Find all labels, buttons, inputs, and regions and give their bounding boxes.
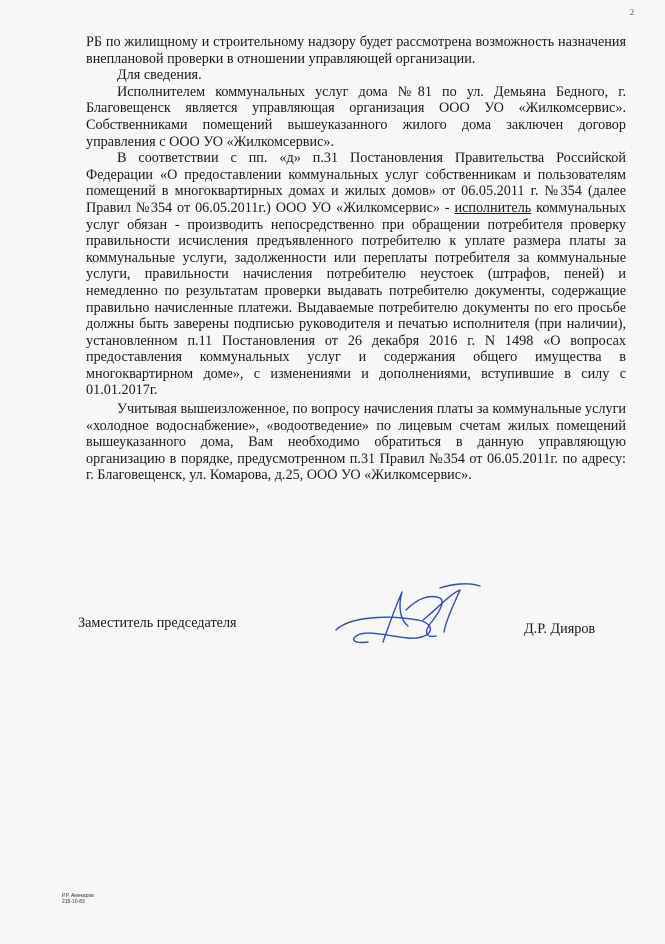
paragraph-text: РБ по жилищному и строительному надзору будет рассмотрена возможность назначения внеплановой проверки в отношении управляющей организации. [86, 34, 626, 67]
paragraph-text: Учитывая вышеизложенное, по вопросу начисления платы за коммунальные услуги «холодное водоснабжение», «водоотведение» по лицевым счетам жилых помещений вышеуказанного дома, Вам необходимо обратиться в данную управляющую организацию в порядке, предусмотренном п.31 Правил №354 от 06.05.2011г. по адресу: г. Благовещенск, ул. Комарова, д.25, ООО УО «Жилкомсервис». [86, 401, 626, 484]
paragraph-text: коммунальных услуг обязан - производить непосредственно при обращении потребителя проверку правильности исчисления предъявленного потребителю к уплате размера платы за коммунальные услуги, задолженности или переплаты потребителя за коммунальные услуги, правильности начисления потребителю неустоек (штрафов, пеней) и немедленно по результатам проверки выдавать потребителю документы, содержащие правильно начисленные платежи. Выдаваемые потребителю документы по его просьбе должны быть заверены подписью руководителя и печатью исполнителя (при наличии), установленном п.11 Постановления от 26 декабря 2016 г. N 1498 «О вопросах предоставления коммунальных услуг и содержания общего имущества в многоквартирном доме», с изменениями и дополнениями, вступившие в силу с 01.01.2017г. [86, 199, 627, 399]
paragraph-text: Исполнителем коммунальных услуг дома №81 по ул. Демьяна Бедного, г. Благовещенск является управляющая организация ООО УО «Жилкомсервис». Собственниками помещений вышеуказанного жилого дома заключен договор управления с ООО УО «Жилкомсервис». [86, 83, 626, 150]
executor-footer [62, 893, 94, 905]
page-number: 2 [630, 8, 634, 17]
signatory-title: Заместитель председателя [78, 615, 237, 631]
paragraph-regulation [86, 150, 626, 399]
paragraph-text: Для сведения. [117, 67, 202, 84]
paragraph-executor [86, 84, 626, 150]
underlined-term: исполнитель [454, 199, 532, 216]
signature-block [78, 605, 638, 665]
signatory-name: Д.Р. Дияров [524, 621, 596, 637]
executor-phone: 218-10-83 [62, 899, 85, 905]
executor-name: Р.Р. Амекаров [62, 893, 94, 899]
paragraph-for-information [86, 67, 626, 84]
letter-body [86, 34, 626, 484]
paragraph-text: В соответствии с пп. «д» п.31 Постановления Правительства Российской Федерации «О предоставлении коммунальных услуг собственникам и пользователям помещений в многоквартирных домах и жилых домов» от 06.05.2011 г. №354 (далее Правил №354 от 06.05.2011г.) ООО УО «Жилкомсервис» - [86, 150, 626, 216]
handwritten-signature [328, 580, 498, 650]
paragraph-inspection [86, 34, 626, 67]
paragraph-conclusion [86, 401, 626, 484]
